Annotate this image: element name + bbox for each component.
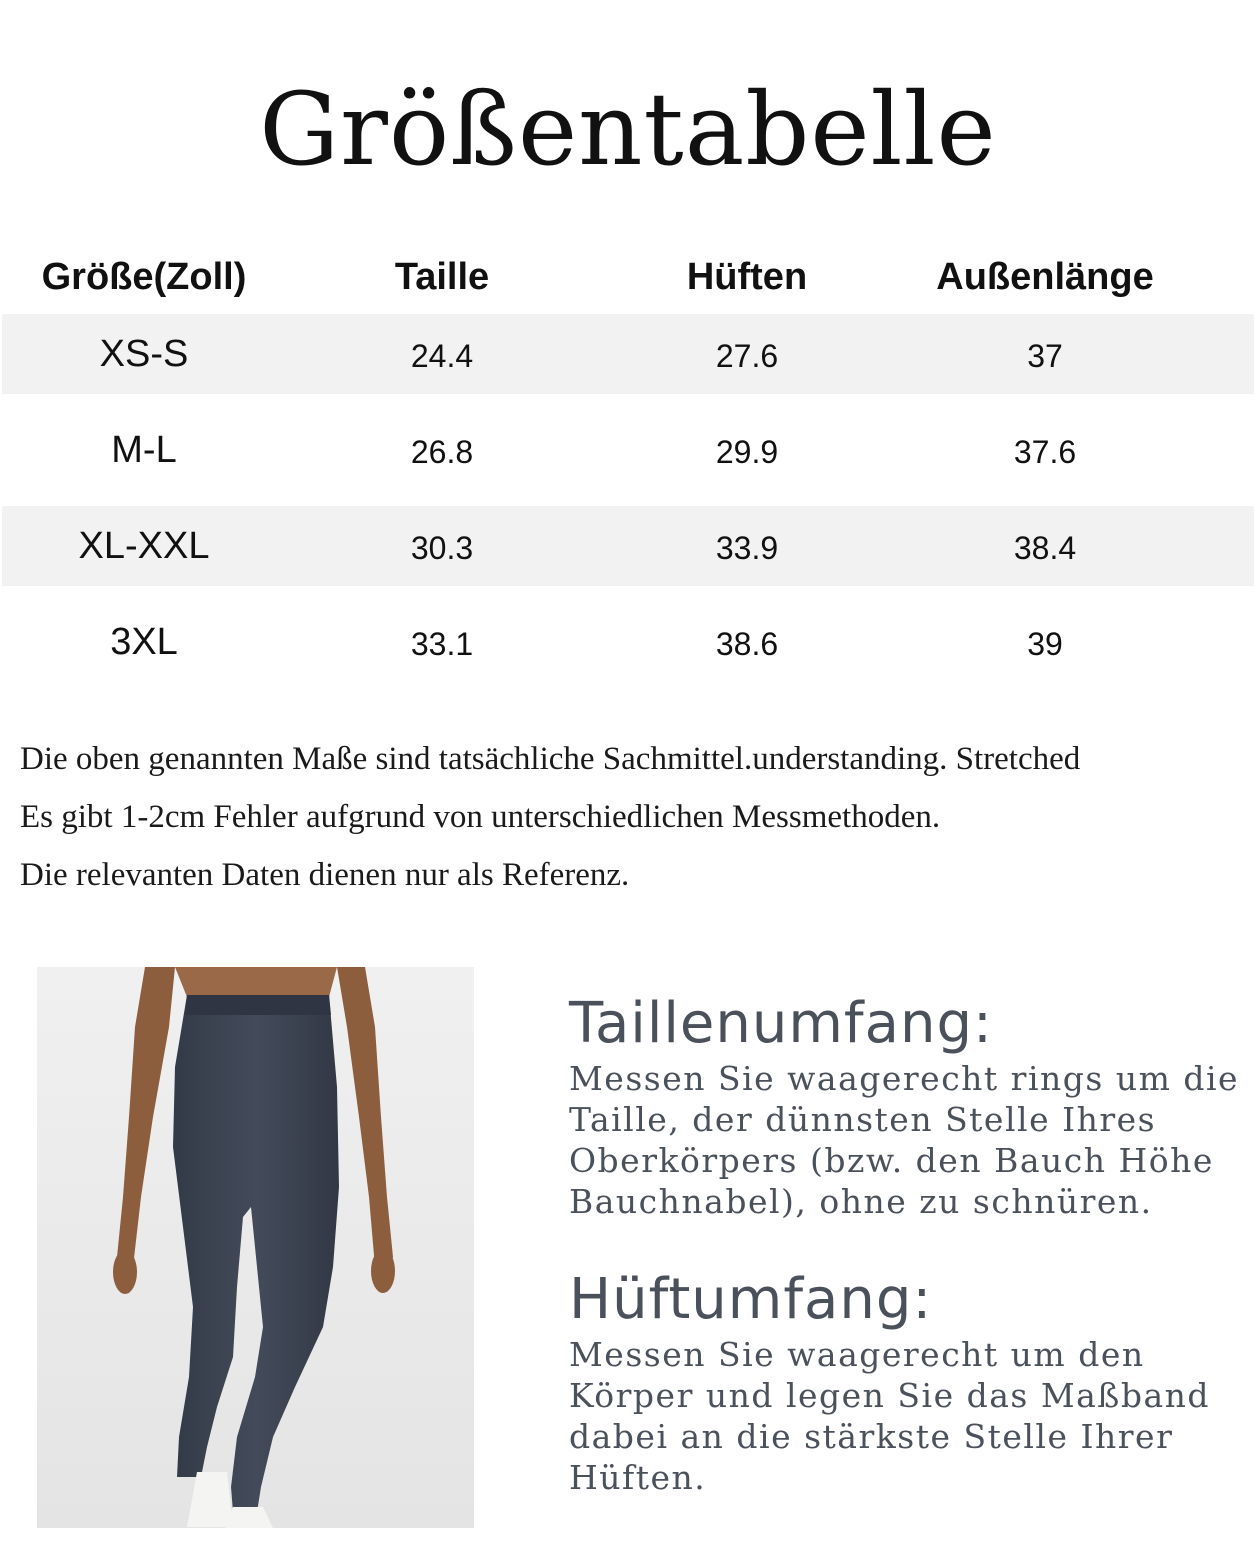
waist-guide <box>569 990 1249 1222</box>
waist-cell: 33.1 <box>410 625 474 662</box>
page-title: Größentabelle <box>259 71 997 188</box>
desc-line: Hüften. <box>569 1458 707 1497</box>
outseam-cell: 38.4 <box>1013 529 1077 566</box>
table-row <box>2 506 1254 586</box>
table-header-row <box>2 240 1254 314</box>
size-table <box>0 240 1256 682</box>
note-line: Die relevanten Daten dienen nur als Referenz. <box>20 857 630 893</box>
note-line: Die oben genannten Maße sind tatsächliche Sachmittel.understanding. Stretched <box>20 741 1081 777</box>
table-row <box>2 602 1254 682</box>
table-row <box>2 314 1254 394</box>
waist-cell: 30.3 <box>410 529 474 566</box>
size-cell: XL-XXL <box>78 524 210 567</box>
size-cell: 3XL <box>110 620 178 663</box>
hips-cell: 27.6 <box>715 337 779 374</box>
desc-line: Messen Sie waagerecht rings um die <box>569 1059 1240 1098</box>
hips-cell: 38.6 <box>715 625 779 662</box>
waist-cell: 24.4 <box>410 337 474 374</box>
waist-cell: 26.8 <box>410 433 474 470</box>
hip-description <box>569 1334 1249 1498</box>
table-row <box>2 410 1254 490</box>
header-size: Größe(Zoll) <box>41 255 247 298</box>
waist-heading: Taillenumfang: <box>569 991 993 1056</box>
outseam-cell: 37 <box>1027 337 1063 374</box>
hip-heading: Hüftumfang: <box>569 1267 933 1332</box>
hips-cell: 33.9 <box>715 529 779 566</box>
desc-line: Oberkörpers (bzw. den Bauch Höhe <box>569 1141 1214 1180</box>
desc-line: Körper und legen Sie das Maßband <box>569 1376 1211 1415</box>
waist-description <box>569 1058 1249 1222</box>
hip-guide <box>569 1266 1249 1498</box>
desc-line: dabei an die stärkste Stelle Ihrer <box>569 1417 1174 1456</box>
hips-cell: 29.9 <box>715 433 779 470</box>
outseam-cell: 39 <box>1027 625 1063 662</box>
desc-line: Messen Sie waagerecht um den <box>569 1335 1145 1374</box>
size-cell: XS-S <box>99 332 189 375</box>
size-cell: M-L <box>111 428 177 471</box>
leggings-illustration <box>37 967 474 1528</box>
desc-line: Bauchnabel), ohne zu schnüren. <box>569 1182 1153 1221</box>
note-line: Es gibt 1-2cm Fehler aufgrund von unterschiedlichen Messmethoden. <box>20 799 941 835</box>
desc-line: Taille, der dünnsten Stelle Ihres <box>569 1100 1157 1139</box>
model-photo <box>37 967 474 1528</box>
measurement-notes <box>20 732 1250 906</box>
outseam-cell: 37.6 <box>1013 433 1077 470</box>
header-hips: Hüften <box>686 255 808 298</box>
header-waist: Taille <box>394 255 490 298</box>
header-outseam: Außenlänge <box>936 255 1154 298</box>
